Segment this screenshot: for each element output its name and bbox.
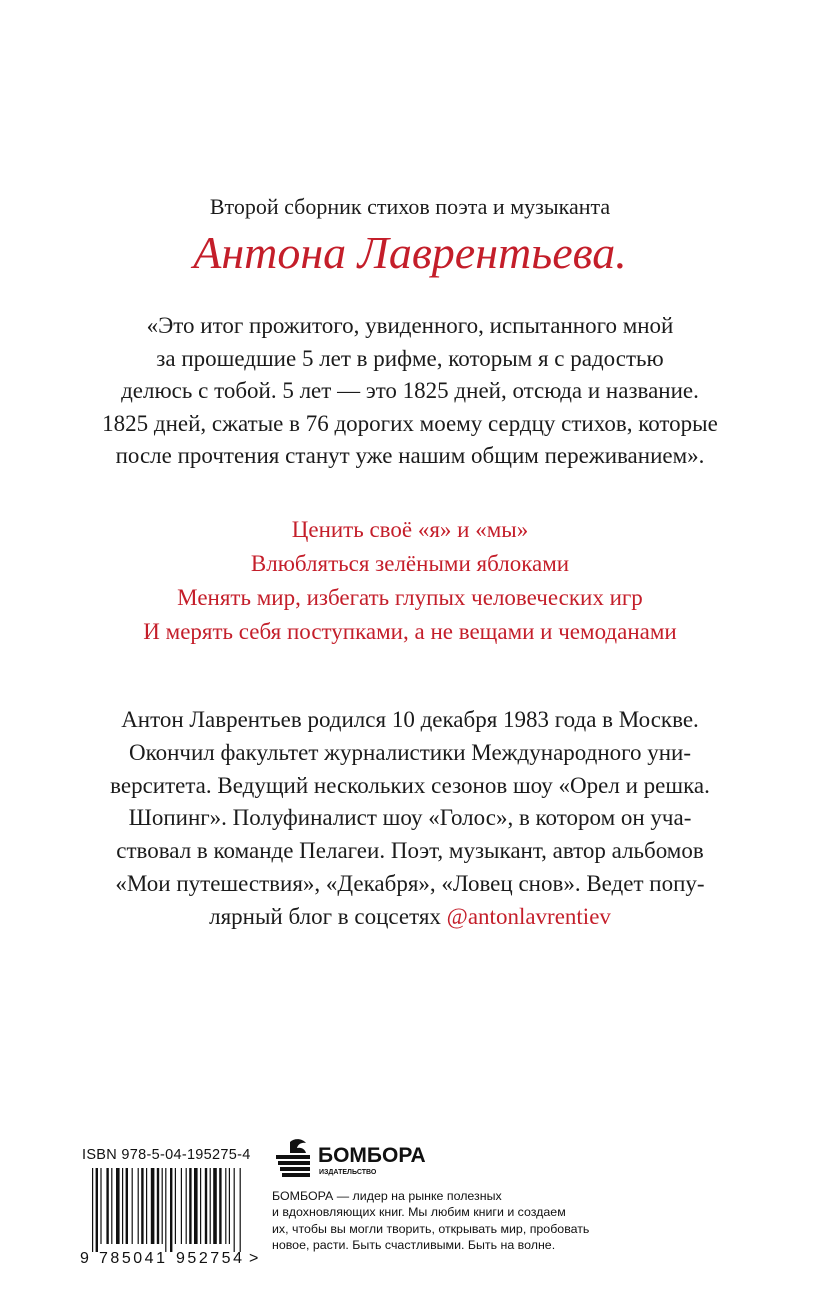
barcode-bar (116, 1168, 120, 1244)
barcode-bar (132, 1168, 133, 1244)
barcode-bar (181, 1168, 182, 1244)
publisher-description-line: новое, расти. Быть счастливыми. Быть на волне. (272, 1237, 556, 1252)
publisher-name: БОМБОРА (318, 1144, 426, 1167)
signature-text: Антона Лаврентьева. (193, 227, 627, 278)
author-quote (0, 310, 820, 473)
barcode-marker: > (249, 1250, 259, 1266)
barcode-bar (100, 1168, 101, 1244)
barcode-bar (200, 1168, 201, 1244)
author-bio (0, 704, 820, 934)
barcode-bar (165, 1168, 166, 1252)
barcode-bar (186, 1168, 187, 1244)
barcode-bar (210, 1168, 211, 1244)
barcode-bar (96, 1168, 98, 1252)
barcode (80, 1168, 260, 1266)
barcode-bar (170, 1168, 172, 1252)
barcode-bar (151, 1168, 155, 1244)
publisher-subtitle: ИЗДАТЕЛЬСТВО (319, 1169, 377, 1176)
bio-line: Антон Лаврентьев родился 10 декабря 1983 года в Москве. (121, 707, 699, 732)
quote-line: после прочтения станут уже нашим общим переживанием». (115, 443, 705, 468)
barcode-left-group: 785041 (99, 1250, 165, 1266)
barcode-bar (162, 1168, 163, 1244)
bio-line: Шопинг». Полуфиналист шоу «Голос», в котором он уча- (128, 805, 692, 831)
poem-excerpt (0, 513, 820, 649)
quote-line: 1825 дней, сжатые в 76 дорогих моему сердцу стихов, которые (102, 410, 718, 436)
publisher-description-line: их, чтобы вы могли творить, открывать мир, пробовать (272, 1221, 590, 1236)
poem-line: Менять мир, избегать глупых человеческих игр (177, 585, 643, 610)
author-signature (160, 218, 660, 288)
barcode-right-group: 952754 (176, 1250, 242, 1266)
bio-line: Окончил факультет журналистики Международного уни- (128, 739, 692, 765)
bio-line: верситета. Ведущий нескольких сезонов шоу «Орел и решка. (110, 772, 710, 798)
bio-line: ствовал в команде Пелагеи. Поэт, музыкант, автор альбомов (116, 838, 704, 864)
barcode-bar (229, 1168, 230, 1244)
quote-line: «Это итог прожитого, увиденного, испытанного мной (146, 313, 674, 338)
barcode-bar (92, 1168, 93, 1252)
poem-line: И мерять себя поступками, а не вещами и чемоданами (143, 619, 677, 644)
publisher-logo (272, 1136, 432, 1182)
poem-line: Ценить своё «я» и «мы» (291, 517, 529, 542)
bio-text: лярный блог в соцсетях (209, 903, 447, 929)
publisher-description (272, 1188, 589, 1253)
barcode-bar (146, 1168, 147, 1244)
bio-line: «Мои путешествия», «Декабря», «Ловец снов». Ведет попу- (115, 870, 705, 896)
publisher-description-line: БОМБОРА — лидер на рынке полезных (272, 1189, 502, 1203)
barcode-bar (219, 1168, 221, 1244)
barcode-bar (234, 1168, 235, 1252)
barcode-bar (225, 1168, 226, 1244)
barcode-bar (157, 1168, 159, 1244)
barcode-bar (138, 1168, 139, 1244)
barcode-bar (189, 1168, 191, 1244)
barcode-bar (175, 1168, 176, 1244)
poem-line: Влюбляться зелёными яблоками (250, 551, 570, 576)
social-handle-link[interactable]: @antonlavrentiev (446, 903, 611, 929)
isbn-label: ISBN 978-5-04-195275-4 (82, 1147, 251, 1163)
barcode-bar (240, 1168, 241, 1252)
quote-line: делюсь с тобой. 5 лет — это 1825 дней, отсюда и название. (121, 378, 699, 403)
barcode-bar (111, 1168, 112, 1244)
publisher-description-line: и вдохновляющих книг. Мы любим книги и создаем (272, 1205, 566, 1220)
quote-line: за прошедшие 5 лет в рифме, которым я с радостью (156, 345, 664, 371)
barcode-bar (126, 1168, 128, 1244)
barcode-bars (92, 1168, 241, 1252)
bombora-wave-icon (276, 1139, 310, 1177)
barcode-bar (205, 1168, 207, 1244)
barcode-bar (213, 1168, 217, 1244)
barcode-bar (141, 1168, 143, 1244)
barcode-bar (106, 1168, 108, 1244)
barcode-bar (122, 1168, 123, 1244)
barcode-bar (194, 1168, 198, 1244)
barcode-first-digit: 9 (80, 1250, 89, 1266)
bio-line-last (0, 901, 820, 934)
intro-line: Второй сборник стихов поэта и музыканта (209, 194, 611, 219)
